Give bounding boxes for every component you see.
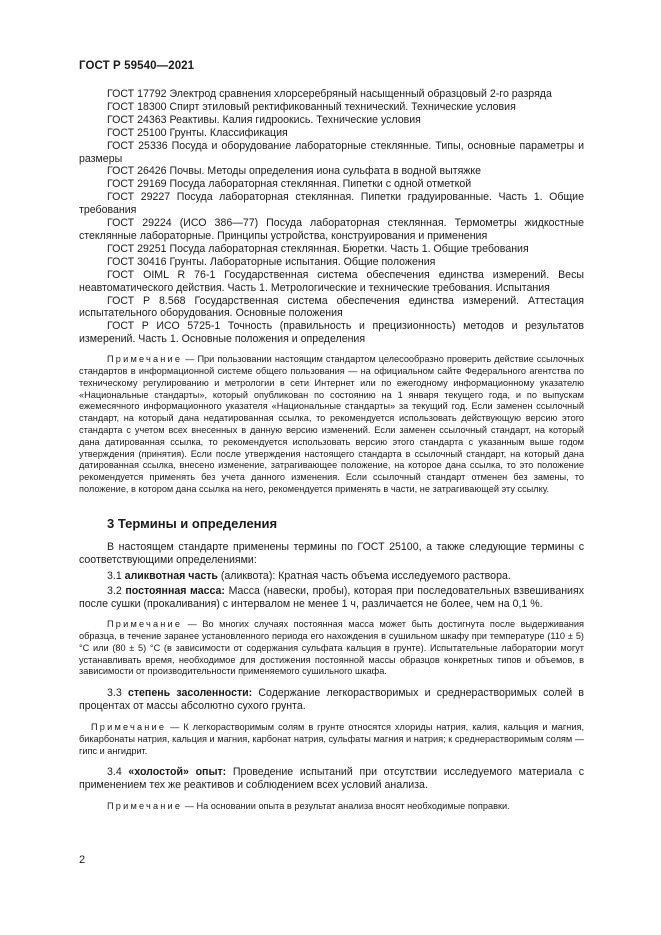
- term-number: 3.2: [107, 585, 126, 598]
- term-definition: Проведение испытаний при отсутствии исследуемого материала с применением тех же реактивов и соблюдением всех условий анализа.: [79, 766, 585, 792]
- note-label: Примечание: [107, 801, 183, 812]
- note-constant-mass: [79, 619, 584, 678]
- reference-item: ГОСТ 29251 Посуда лабораторная стеклянная. Бюретки. Часть 1. Общие требования: [107, 242, 529, 255]
- term-name: постоянная масса:: [125, 585, 225, 598]
- term-3-2: [79, 585, 584, 611]
- reference-item: ГОСТ Р 8.568 Государственная система обеспечения единства измерений. Аттестация испытательного оборудования. Основные положения: [79, 294, 584, 320]
- reference-item: ГОСТ 30416 Грунты. Лабораторные испытания. Общие положения: [107, 255, 436, 268]
- reference-item: ГОСТ 17792 Электрод сравнения хлорсеребряный насыщенный образцовый 2-го разряда: [107, 88, 552, 100]
- note-text: — К легкорастворимым солям в грунте относятся хлориды натрия, калия, кальция и магния, бикарбонаты натрия, кальция и магния, карбонат натрия, сульфаты магния и натрия; к среднерастворимым солям — гипс и ангидрит.: [79, 722, 584, 756]
- note-references: [79, 354, 584, 496]
- term-3-1: [79, 570, 584, 583]
- term-number: 3.3: [107, 687, 128, 700]
- term-definition: (аликвота): Кратная часть объема исследуемого раствора.: [217, 569, 511, 582]
- reference-item: ГОСТ 18300 Спирт этиловый ректификованный технический. Технические условия: [107, 100, 516, 113]
- page-number: 2: [79, 854, 86, 866]
- note-text: — Во многих случаях постоянная масса может быть достигнута после выдерживания образца, в течение заранее установленного периода его нахождения в сушильном шкафу при температуре (110 ± 5) °С или (80 ± 5) °С (в зависимости от содержания сульфата кальция в грунте). Испытательные лаборатории могут устанавливать время, необходимое для достижения постоянной массы образцов конкретных типов и объемов, в зависимости от производительности применяемого сушильного шкафа.: [79, 619, 584, 677]
- term-3-4: [79, 766, 584, 792]
- term-definition: Содержание легкорастворимых и среднерастворимых солей в процентах от массы абсолютно сухого грунта.: [79, 687, 585, 713]
- note-label: Примечание: [107, 619, 183, 630]
- section-intro: В настоящем стандарте применены термины по ГОСТ 25100, а также следующие термины с соответствующими определениями:: [79, 540, 584, 566]
- note-label: Примечание: [107, 354, 183, 365]
- note-blank-test: [79, 801, 584, 813]
- term-definition: Масса (навески, пробы), которая при последовательных взвешиваниях после сушки (прокаливания) с интервалом не менее 1 ч, различается не более, чем на 0,1 %.: [79, 585, 585, 611]
- term-name: степень засоленности:: [127, 687, 253, 700]
- reference-item: ГОСТ Р ИСО 5725-1 Точность (правильность и прецизионность) методов и результатов измерений. Часть 1. Основные положения и определения: [79, 320, 584, 346]
- reference-item: ГОСТ 29224 (ИСО 386—77) Посуда лабораторная стеклянная. Термометры жидкостные стеклянные лабораторные. Принципы устройства, конструирования и применения: [79, 217, 584, 242]
- note-label: Примечание: [91, 722, 167, 733]
- note-salinity: [79, 722, 584, 757]
- reference-item: ГОСТ 24363 Реактивы. Калия гидроокись. Технические условия: [107, 113, 421, 126]
- reference-item: ГОСТ 29227 Посуда лабораторная стеклянная. Пипетки градуированные. Часть 1. Общие требования: [79, 191, 584, 217]
- term-number: 3.1: [107, 569, 125, 582]
- reference-item: ГОСТ 25336 Посуда и оборудование лабораторные стеклянные. Типы, основные параметры и размеры: [79, 139, 584, 165]
- document-body: [79, 88, 584, 813]
- reference-item: ГОСТ 26426 Почвы. Методы определения иона сульфата в водной вытяжке: [107, 165, 482, 178]
- note-text: — На основании опыта в результат анализа вносят необходимые поправки.: [182, 801, 510, 812]
- reference-item: ГОСТ 25100 Грунты. Классификация: [107, 126, 288, 139]
- section-title: 3 Термины и определения: [107, 515, 278, 531]
- references-list: [79, 88, 584, 346]
- note-text: — При пользовании настоящим стандартом целесообразно проверить действие ссылочных стандартов в информационной системе общего пользования — на официальном сайте Федерального агентства по техническому регулированию и метрологии в сети Интернет или по ежегодному информационному указателю «Национальные стандарты», который опубликован по состоянию на 1 января текущего года, и по выпускам ежемесячного информационного указателя «Национальные стандарты» за текущий год. Если заменен ссылочный стандарт, на который дана недатированная ссылка, то рекомендуется использовать действующую версию этого стандарта с учетом всех внесенных в данную версию изменений. Если заменен ссылочный стандарт, на который дана датированная ссылка, то рекомендуется использовать версию этого стандарта с указанным выше годом утверждения (принятия). Если после утверждения настоящего стандарта в ссылочный стандарт, на который дана датированная ссылка, внесено изменение, затрагивающее положение, на которое дана ссылка, то это положение рекомендуется применять без учета данного изменения. Если ссылочный стандарт отменен без замены, то положение, в котором дана ссылка на него, рекомендуется применять в части, не затрагивающей эту ссылку.: [79, 354, 584, 494]
- term-name: «холостой» опыт:: [128, 766, 227, 779]
- term-3-3: [79, 687, 584, 713]
- term-number: 3.4: [107, 766, 129, 779]
- reference-item: ГОСТ 29169 Посуда лабораторная стеклянная. Пипетки с одной отметкой: [107, 178, 472, 191]
- document-header: ГОСТ Р 59540—2021: [79, 60, 195, 72]
- reference-item: ГОСТ OIML R 76-1 Государственная система обеспечения единства измерений. Весы неавтоматического действия. Часть 1. Метрологические и технические требования. Испытания: [79, 268, 584, 294]
- term-name: аликвотная часть: [124, 569, 218, 582]
